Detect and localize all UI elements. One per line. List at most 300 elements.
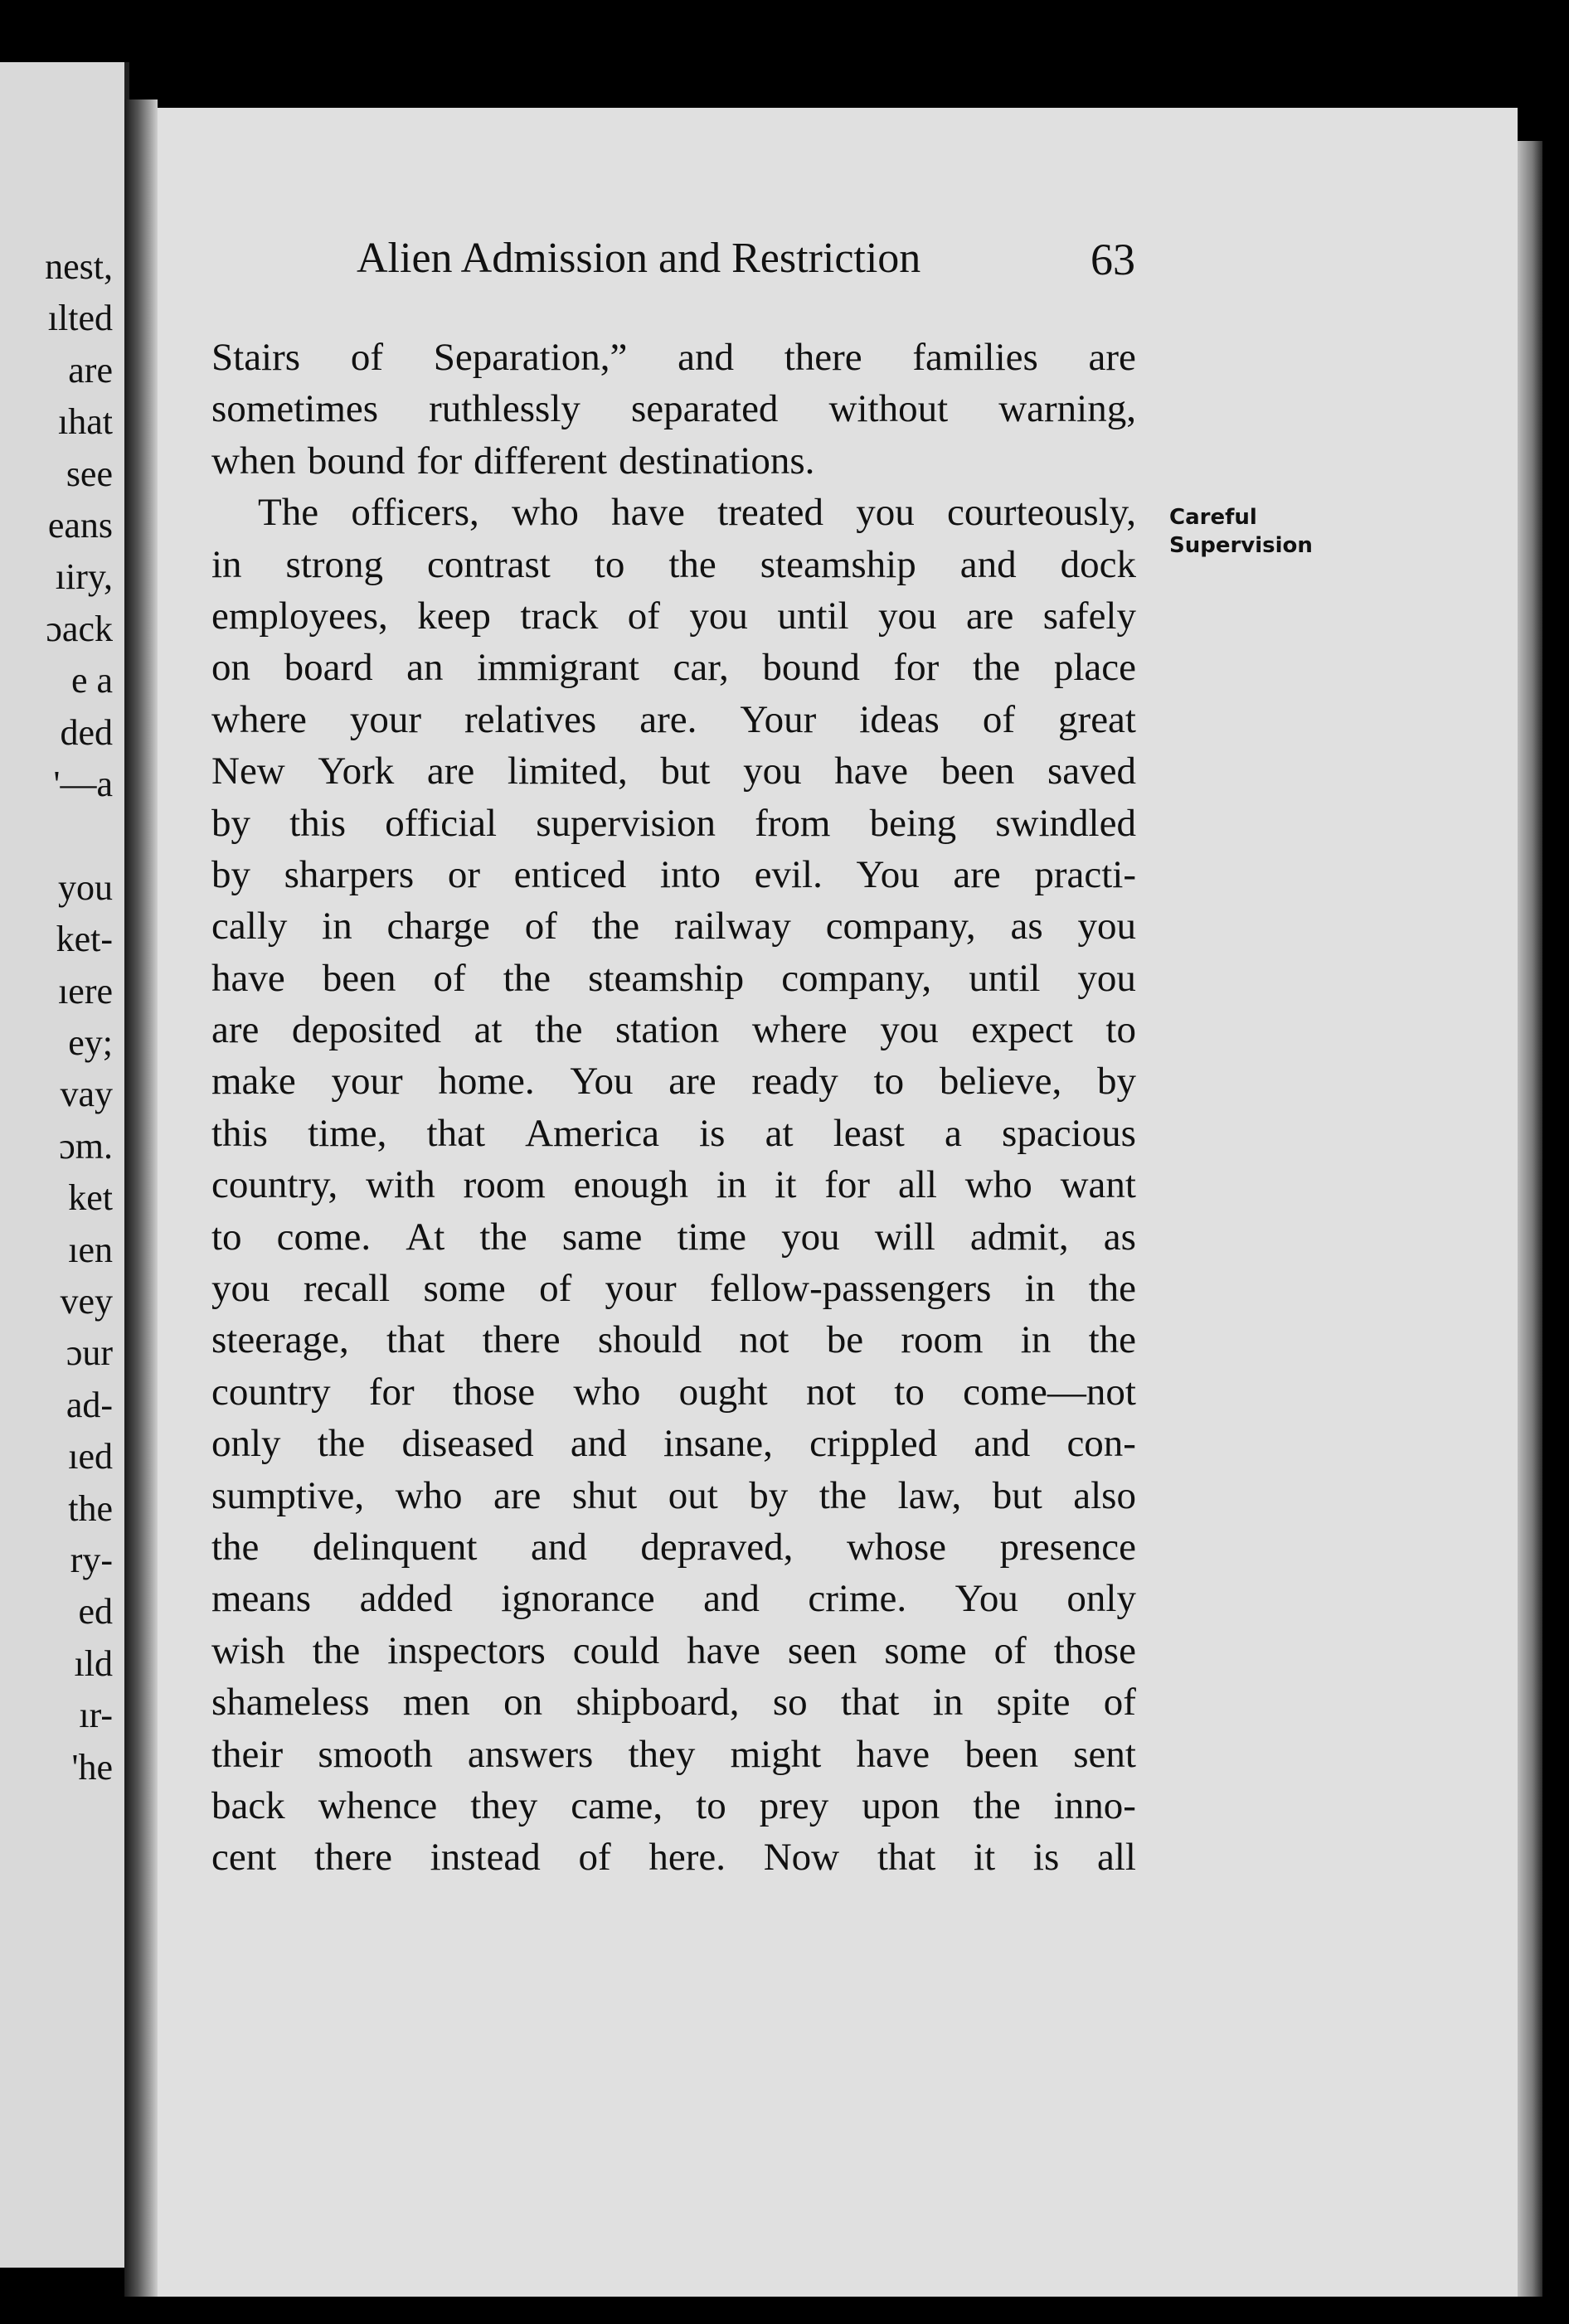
facing-page-line: the — [68, 1487, 113, 1529]
text-line — [211, 1676, 1136, 1728]
word: spite — [996, 1681, 1071, 1725]
facing-page-line: are — [68, 349, 113, 391]
word: that — [840, 1681, 900, 1725]
word: you — [880, 1008, 939, 1052]
word: of — [627, 594, 660, 638]
word: admit, — [969, 1215, 1069, 1259]
word: of — [982, 697, 1016, 741]
text-line — [211, 1263, 1136, 1314]
text-line — [211, 745, 1136, 797]
word: employees, — [211, 594, 388, 638]
word: with — [366, 1163, 435, 1207]
facing-page-line: nest, — [45, 246, 113, 287]
word: prey — [759, 1783, 829, 1827]
word: enough — [573, 1163, 689, 1207]
word: bound — [307, 439, 406, 483]
text-line — [211, 1780, 1136, 1832]
text-line — [211, 1625, 1136, 1676]
word: have — [834, 750, 908, 793]
word: track — [520, 594, 599, 638]
word: the — [973, 1783, 1021, 1827]
word: York — [318, 750, 395, 793]
word: great — [1058, 697, 1136, 741]
word: the — [591, 905, 640, 949]
word: who — [395, 1473, 463, 1517]
word: deposited — [291, 1008, 442, 1052]
word: New — [211, 750, 285, 793]
word: means — [211, 1577, 312, 1621]
word: of — [433, 956, 466, 1000]
text-line — [211, 1055, 1136, 1107]
word: recall — [303, 1267, 391, 1311]
facing-page-line: see — [66, 453, 113, 494]
word: seen — [787, 1628, 857, 1672]
word: want — [1060, 1163, 1136, 1207]
word: upon — [862, 1783, 940, 1827]
word: also — [1073, 1473, 1136, 1517]
word: in — [322, 905, 352, 949]
word: until — [969, 956, 1041, 1000]
word: from — [755, 801, 831, 845]
text-line — [211, 1211, 1136, 1263]
word: are — [965, 594, 1014, 638]
word: into — [659, 852, 721, 896]
word: and — [530, 1525, 587, 1569]
word: for — [416, 439, 463, 483]
word: only — [211, 1422, 281, 1466]
word: have — [856, 1732, 930, 1776]
word: some — [884, 1628, 967, 1672]
word: cally — [211, 905, 288, 949]
word: there — [482, 1318, 561, 1362]
word: the — [503, 956, 551, 1000]
facing-page-line: vay — [60, 1074, 113, 1115]
word: home. — [438, 1060, 535, 1104]
margin-note-line-2: Supervision — [1169, 533, 1313, 558]
word: by — [211, 852, 250, 896]
word: the — [668, 542, 716, 586]
facing-page-line: ıed — [68, 1436, 113, 1477]
word: for — [893, 646, 940, 690]
word: an — [406, 646, 444, 690]
word: the — [479, 1215, 527, 1259]
word: that — [386, 1318, 445, 1362]
word: keep — [417, 594, 491, 638]
facing-page-line: ıiry, — [55, 556, 113, 598]
word: smooth — [318, 1732, 433, 1776]
word: whence — [318, 1783, 438, 1827]
word: that — [426, 1111, 486, 1155]
text-line — [211, 1832, 1136, 1883]
facing-page-fragment — [0, 62, 129, 2268]
word: insane, — [663, 1422, 773, 1466]
word: you — [689, 594, 748, 638]
word: on — [503, 1681, 543, 1725]
facing-page-line: e a — [70, 660, 113, 701]
word: con- — [1066, 1422, 1136, 1466]
text-line — [211, 1573, 1136, 1624]
facing-page-line: ded — [60, 711, 113, 753]
word: the — [312, 1628, 361, 1672]
word: courteously, — [946, 491, 1136, 535]
word: sharpers — [284, 852, 415, 896]
word: came, — [571, 1783, 663, 1827]
word: the — [1088, 1318, 1136, 1362]
word: instead — [430, 1836, 541, 1880]
word: will — [874, 1215, 935, 1259]
text-line — [211, 798, 1136, 849]
word: but — [660, 750, 711, 793]
word: you — [211, 1267, 270, 1311]
word: The — [258, 491, 319, 535]
word: this — [289, 801, 347, 845]
word: depraved, — [640, 1525, 794, 1569]
word: come—not — [963, 1370, 1136, 1414]
word: to — [894, 1370, 925, 1414]
word: some — [423, 1267, 506, 1311]
text-line — [211, 1159, 1136, 1211]
word: official — [385, 801, 498, 845]
word: they — [470, 1783, 538, 1827]
word: shipboard, — [576, 1681, 740, 1725]
facing-page-line: eans — [47, 505, 113, 546]
word: are. — [639, 697, 697, 741]
facing-page-line: ıere — [58, 970, 113, 1012]
word: you — [877, 594, 937, 638]
word: by — [749, 1473, 789, 1517]
word: Now — [763, 1836, 840, 1880]
word: might — [730, 1732, 822, 1776]
word: for — [368, 1370, 415, 1414]
word: steamship — [760, 542, 916, 586]
word: as — [1010, 905, 1043, 949]
word: make — [211, 1060, 296, 1104]
text-line — [211, 539, 1136, 590]
word: of — [350, 336, 383, 379]
facing-page-line: ıen — [68, 1229, 113, 1270]
word: saved — [1047, 750, 1136, 793]
word: of — [524, 905, 557, 949]
body-text — [211, 332, 1136, 1884]
word: the — [819, 1473, 867, 1517]
word: time, — [308, 1111, 387, 1155]
word: same — [561, 1215, 643, 1259]
word: all — [897, 1163, 937, 1207]
word: time — [677, 1215, 747, 1259]
word: law, — [897, 1473, 962, 1517]
facing-page-line: ket — [68, 1177, 113, 1219]
word: are — [1088, 336, 1136, 379]
word: you — [856, 491, 915, 535]
word: been — [964, 1732, 1039, 1776]
word: been — [322, 956, 396, 1000]
word: is — [699, 1111, 726, 1155]
word: country — [211, 1370, 331, 1414]
facing-page-line: 'he — [71, 1746, 113, 1788]
word: who — [964, 1163, 1032, 1207]
word: of — [1103, 1681, 1136, 1725]
word: in — [716, 1163, 747, 1207]
word: of — [993, 1628, 1027, 1672]
word: ought — [678, 1370, 768, 1414]
word: sumptive, — [211, 1473, 365, 1517]
text-line — [211, 590, 1136, 642]
word: in — [1020, 1318, 1052, 1362]
word: not — [805, 1370, 857, 1414]
text-line — [211, 1004, 1136, 1055]
word: in — [211, 542, 242, 586]
word: America — [525, 1111, 659, 1155]
word: presence — [999, 1525, 1136, 1569]
word: could — [572, 1628, 660, 1672]
word: the — [972, 646, 1021, 690]
word: safely — [1042, 594, 1136, 638]
text-line — [211, 487, 1136, 538]
word: and — [959, 542, 1017, 586]
word: contrast — [427, 542, 551, 586]
facing-page-line: you — [58, 866, 113, 908]
word: dock — [1060, 542, 1136, 586]
facing-page-line: ɔur — [66, 1332, 113, 1374]
running-head: Alien Admission and Restriction — [357, 235, 921, 282]
word: are — [426, 750, 475, 793]
word: believe, — [939, 1060, 1062, 1104]
word: treated — [717, 491, 823, 535]
facing-page-line: '—a — [53, 764, 113, 804]
word: the — [211, 1525, 260, 1569]
word: Your — [740, 697, 817, 741]
margin-note-line-1: Careful — [1169, 505, 1257, 530]
text-line — [211, 1418, 1136, 1469]
word: who — [573, 1370, 641, 1414]
word: ignorance — [501, 1577, 655, 1621]
text-line — [211, 332, 1136, 383]
word: it — [974, 1836, 996, 1880]
word: without — [828, 387, 949, 431]
word: company, — [781, 956, 932, 1000]
word: You — [570, 1060, 634, 1104]
word: relatives — [464, 697, 597, 741]
word: delinquent — [312, 1525, 478, 1569]
word: you — [743, 750, 802, 793]
word: of — [578, 1836, 611, 1880]
word: diseased — [401, 1422, 534, 1466]
word: expect — [971, 1008, 1073, 1052]
word: your — [349, 697, 421, 741]
word: not — [739, 1318, 789, 1362]
word: to — [211, 1215, 242, 1259]
facing-page-line: ed — [78, 1591, 113, 1633]
word: and — [570, 1422, 627, 1466]
word: crime. — [808, 1577, 907, 1621]
word: for — [824, 1163, 871, 1207]
text-line — [211, 1314, 1136, 1366]
text-line — [211, 953, 1136, 1004]
word: when — [211, 439, 296, 483]
word: steerage, — [211, 1318, 349, 1362]
word: room — [463, 1163, 546, 1207]
word: of — [539, 1267, 572, 1311]
word: You — [955, 1577, 1018, 1621]
word: by — [1097, 1060, 1136, 1104]
word: to — [1105, 1008, 1136, 1052]
word: to — [873, 1060, 905, 1104]
word: room — [901, 1318, 984, 1362]
word: sent — [1073, 1732, 1136, 1776]
facing-page-line: ey; — [68, 1022, 113, 1063]
word: cent — [211, 1836, 277, 1880]
text-line — [211, 383, 1136, 434]
page-number: 63 — [1091, 235, 1135, 284]
word: there — [784, 336, 862, 379]
word: or — [447, 852, 480, 896]
word: they — [628, 1732, 696, 1776]
word: evil. — [754, 852, 823, 896]
word: you — [781, 1215, 840, 1259]
word: crippled — [809, 1422, 938, 1466]
word: answers — [467, 1732, 594, 1776]
word: in — [1024, 1267, 1056, 1311]
word: charge — [386, 905, 490, 949]
word: wish — [211, 1628, 285, 1672]
word: are — [211, 1008, 260, 1052]
word: in — [932, 1681, 964, 1725]
word: all — [1096, 1836, 1136, 1880]
word: immigrant — [477, 646, 639, 690]
word: Separation,” — [433, 336, 628, 379]
word: back — [211, 1783, 285, 1827]
word: only — [1066, 1577, 1136, 1621]
text-line — [211, 1729, 1136, 1780]
word: are — [493, 1473, 542, 1517]
word: Stairs — [211, 336, 301, 379]
word: you — [1077, 905, 1136, 949]
word: the — [1088, 1267, 1136, 1311]
text-line — [211, 1470, 1136, 1521]
facing-page-line: ad- — [66, 1384, 113, 1425]
word: this — [211, 1111, 268, 1155]
word: least — [833, 1111, 905, 1155]
word: different — [474, 439, 608, 483]
page-edge — [1518, 141, 1542, 2297]
word: the — [535, 1008, 583, 1052]
facing-page-line: ır- — [79, 1695, 113, 1736]
text-line — [211, 1108, 1136, 1159]
text-line — [211, 435, 1136, 487]
word: You — [856, 852, 920, 896]
word: country, — [211, 1163, 338, 1207]
word: officers, — [351, 491, 479, 535]
word: swindled — [995, 801, 1136, 845]
word: supervision — [536, 801, 716, 845]
word: inno- — [1053, 1783, 1136, 1827]
word: ruthlessly — [429, 387, 580, 431]
facing-page-line: ıhat — [58, 401, 113, 443]
word: at — [765, 1111, 794, 1155]
facing-page-line: ry- — [70, 1540, 113, 1580]
word: should — [597, 1318, 702, 1362]
word: shameless — [211, 1681, 370, 1725]
facing-page-line: ɔack — [46, 608, 113, 649]
word: and — [678, 336, 734, 379]
word: those — [452, 1370, 536, 1414]
text-line — [211, 900, 1136, 952]
word: but — [992, 1473, 1042, 1517]
word: have — [687, 1628, 760, 1672]
word: company, — [825, 905, 976, 949]
facing-page-line: ıld — [74, 1642, 113, 1684]
word: are — [953, 852, 1001, 896]
word: on — [211, 646, 250, 690]
word: is — [1032, 1836, 1060, 1880]
word: here. — [648, 1836, 726, 1880]
word: until — [777, 594, 849, 638]
word: your — [605, 1267, 677, 1311]
word: inspectors — [387, 1628, 546, 1672]
word: it — [775, 1163, 797, 1207]
word: are — [668, 1060, 716, 1104]
facing-page-line: vey — [60, 1281, 113, 1322]
word: been — [940, 750, 1015, 793]
word: that — [877, 1836, 936, 1880]
word: where — [751, 1008, 848, 1052]
word: bound — [762, 646, 860, 690]
word: where — [211, 697, 307, 741]
word: out — [668, 1473, 718, 1517]
facing-page-line: ılted — [47, 298, 113, 339]
word: spacious — [1002, 1111, 1136, 1155]
word: come. — [276, 1215, 372, 1259]
word: practi- — [1034, 852, 1136, 896]
word: the — [317, 1422, 366, 1466]
word: station — [614, 1008, 720, 1052]
word: and — [703, 1577, 760, 1621]
word: ready — [751, 1060, 838, 1104]
margin-note — [1169, 503, 1313, 560]
word: your — [331, 1060, 403, 1104]
word: as — [1103, 1215, 1136, 1259]
text-line — [211, 849, 1136, 900]
text-line — [211, 1521, 1136, 1573]
word: warning, — [998, 387, 1136, 431]
word: being — [869, 801, 957, 845]
word: whose — [846, 1525, 947, 1569]
word: a — [945, 1111, 962, 1155]
word: board — [284, 646, 373, 690]
facing-page-line: ket- — [56, 919, 113, 960]
word: ideas — [859, 697, 940, 741]
word: at — [474, 1008, 503, 1052]
book-gutter — [124, 99, 158, 2297]
text-line — [211, 694, 1136, 745]
word: families — [912, 336, 1038, 379]
word: so — [772, 1681, 808, 1725]
word: men — [402, 1681, 470, 1725]
word: be — [826, 1318, 864, 1362]
word: have — [611, 491, 685, 535]
word: added — [359, 1577, 453, 1621]
word: by — [211, 801, 250, 845]
word: strong — [285, 542, 384, 586]
word: limited, — [507, 750, 628, 793]
word: car, — [673, 646, 729, 690]
word: to — [594, 542, 625, 586]
word: place — [1053, 646, 1136, 690]
word: enticed — [513, 852, 627, 896]
facing-page-line: ɔm. — [59, 1125, 113, 1167]
word: those — [1053, 1628, 1136, 1672]
text-line — [211, 1366, 1136, 1418]
